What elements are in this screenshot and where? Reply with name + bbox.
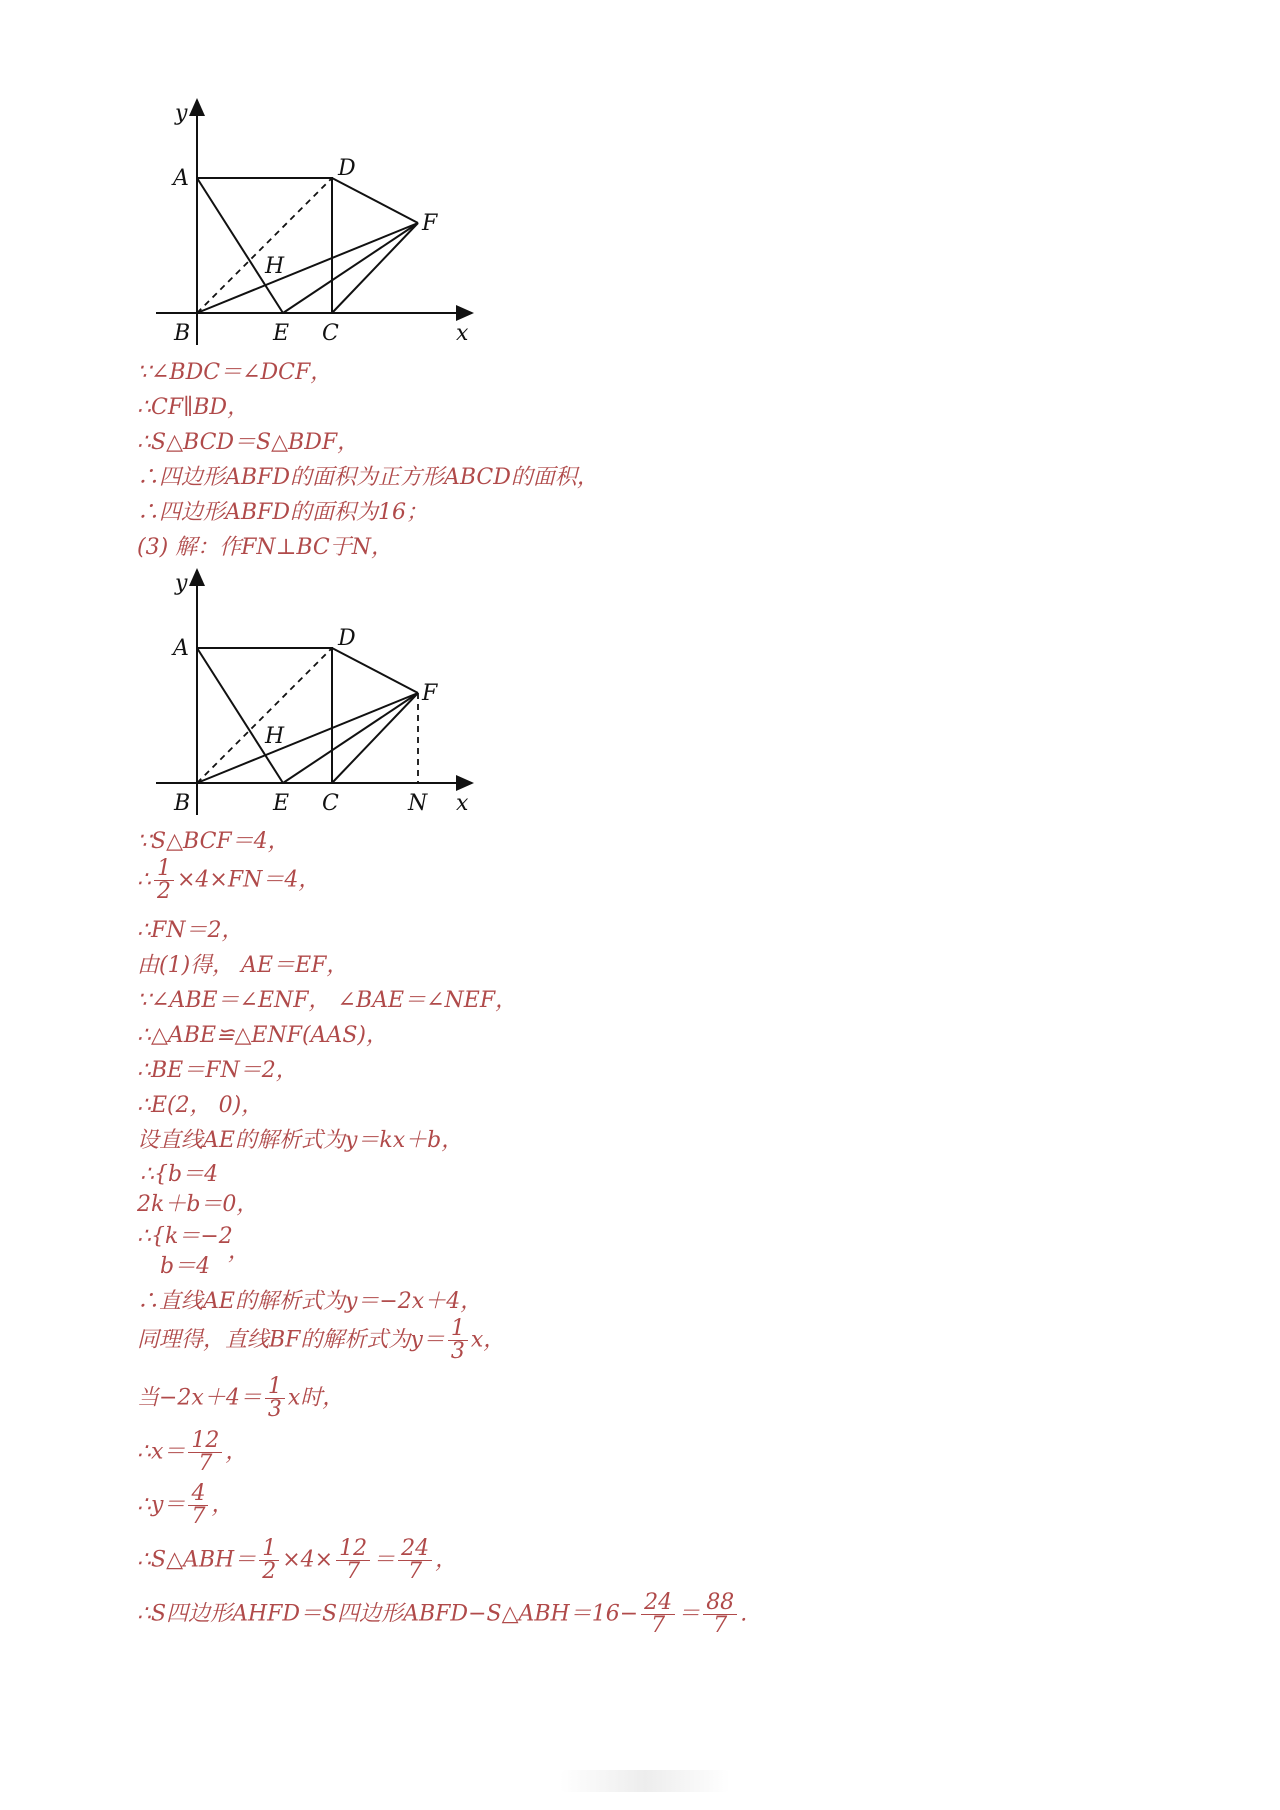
line-parallel: ∴CF∥BD， <box>137 395 250 420</box>
segment-cf <box>332 223 418 313</box>
system-2-row-1: ∴{k＝−2 <box>137 1224 233 1249</box>
line-solve: 当−2x＋4＝ $\frac{1}{3}$ x时， <box>137 1374 345 1422</box>
segment-df <box>332 178 418 223</box>
label-f: F <box>422 681 438 706</box>
fraction: $\frac{12}{7}$ <box>336 1538 370 1583</box>
label-y: y <box>175 101 188 126</box>
label-h: H <box>265 254 285 279</box>
line-area-square: ∴四边形ABFD的面积为正方形ABCD的面积， <box>137 465 599 490</box>
segment-ae <box>197 178 283 313</box>
label-y: y <box>175 571 188 596</box>
line-set-ae: 设直线AE的解析式为y＝kx＋b， <box>137 1128 464 1153</box>
segment-cf <box>332 693 418 783</box>
line-angle-equal: ∵∠BDC＝∠DCF， <box>137 360 333 385</box>
line-x-value: ∴x＝ $\frac{12}{7}$ ， <box>137 1428 248 1476</box>
label-h: H <box>265 724 285 749</box>
line-area-16: ∴四边形ABFD的面积为16； <box>137 500 428 525</box>
line-be-fn: ∴BE＝FN＝2， <box>137 1058 298 1083</box>
line-ae-ef: 由(1)得， AE＝EF， <box>137 953 349 978</box>
line-fn: ∴FN＝2， <box>137 918 244 943</box>
segment-ef <box>283 693 418 783</box>
system-2-comma: ， <box>228 1239 251 1264</box>
segment-ef <box>283 223 418 313</box>
line-congruent: ∴△ABE≌△ENF(AAS)， <box>137 1023 388 1048</box>
segment-bf <box>197 693 418 783</box>
segment-bf <box>197 223 418 313</box>
system-1-row-2: 2k＋b＝0， <box>137 1192 259 1217</box>
line-area-equal: ∴S△BCD＝S△BDF， <box>137 430 360 455</box>
segment-ae <box>197 648 283 783</box>
label-e: E <box>273 321 290 346</box>
line-area-ahfd: ∴S四边形AHFD＝S四边形ABFD−S△ABH＝16− $\frac{24}{7}$ ＝ $\frac{88}{7}$ . <box>137 1590 748 1638</box>
line-half-product: ∴ $\frac{1}{2}$ ×4×FN＝4， <box>137 856 321 904</box>
label-n: N <box>408 791 428 816</box>
label-b: B <box>174 791 191 816</box>
line-bf-result: 同理得，直线BF的解析式为y＝ $\frac{1}{3}$ x， <box>137 1316 506 1364</box>
line-area-abh: ∴S△ABH＝ $\frac{1}{2}$ ×4× $\frac{12}{7}$ ＝ $\frac{24}{7}$ ， <box>137 1536 458 1584</box>
fraction: $\frac{88}{7}$ <box>703 1592 737 1637</box>
fraction: $\frac{1}{3}$ <box>448 1318 468 1363</box>
label-d: D <box>338 626 356 651</box>
label-a: A <box>173 636 189 661</box>
fraction: $\frac{24}{7}$ <box>398 1538 432 1583</box>
line-angles: ∵∠ABE＝∠ENF， ∠BAE＝∠NEF， <box>137 988 518 1013</box>
line-area-bcf: ∵S△BCF＝4， <box>137 829 290 854</box>
fraction: $\frac{4}{7}$ <box>188 1483 208 1528</box>
figure-1-geometry <box>150 95 490 350</box>
label-d: D <box>338 156 356 181</box>
line-ae-result: ∴直线AE的解析式为y＝−2x＋4， <box>137 1289 483 1314</box>
fraction: $\frac{1}{3}$ <box>265 1376 285 1421</box>
label-f: F <box>422 211 438 236</box>
line-point-e: ∴E(2， 0)， <box>137 1093 264 1118</box>
fraction: $\frac{1}{2}$ <box>154 858 174 903</box>
fraction: $\frac{12}{7}$ <box>188 1430 222 1475</box>
fraction: $\frac{24}{7}$ <box>641 1592 675 1637</box>
line-part3-start: (3) 解：作FN⊥BC于N， <box>137 535 394 560</box>
label-x: x <box>456 321 469 346</box>
label-c: C <box>322 791 339 816</box>
label-e: E <box>273 791 290 816</box>
line-y-value: ∴y＝ $\frac{4}{7}$ ， <box>137 1481 234 1529</box>
label-b: B <box>174 321 191 346</box>
figure-2-geometry <box>150 565 490 820</box>
segment-df <box>332 648 418 693</box>
fraction: $\frac{1}{2}$ <box>259 1538 279 1583</box>
label-a: A <box>173 166 189 191</box>
system-1-row-1: ∴{b＝4 <box>140 1162 219 1187</box>
scan-smudge <box>560 1770 730 1792</box>
label-c: C <box>322 321 339 346</box>
label-x: x <box>456 791 469 816</box>
system-2-row-2: b＝4 <box>160 1254 211 1279</box>
